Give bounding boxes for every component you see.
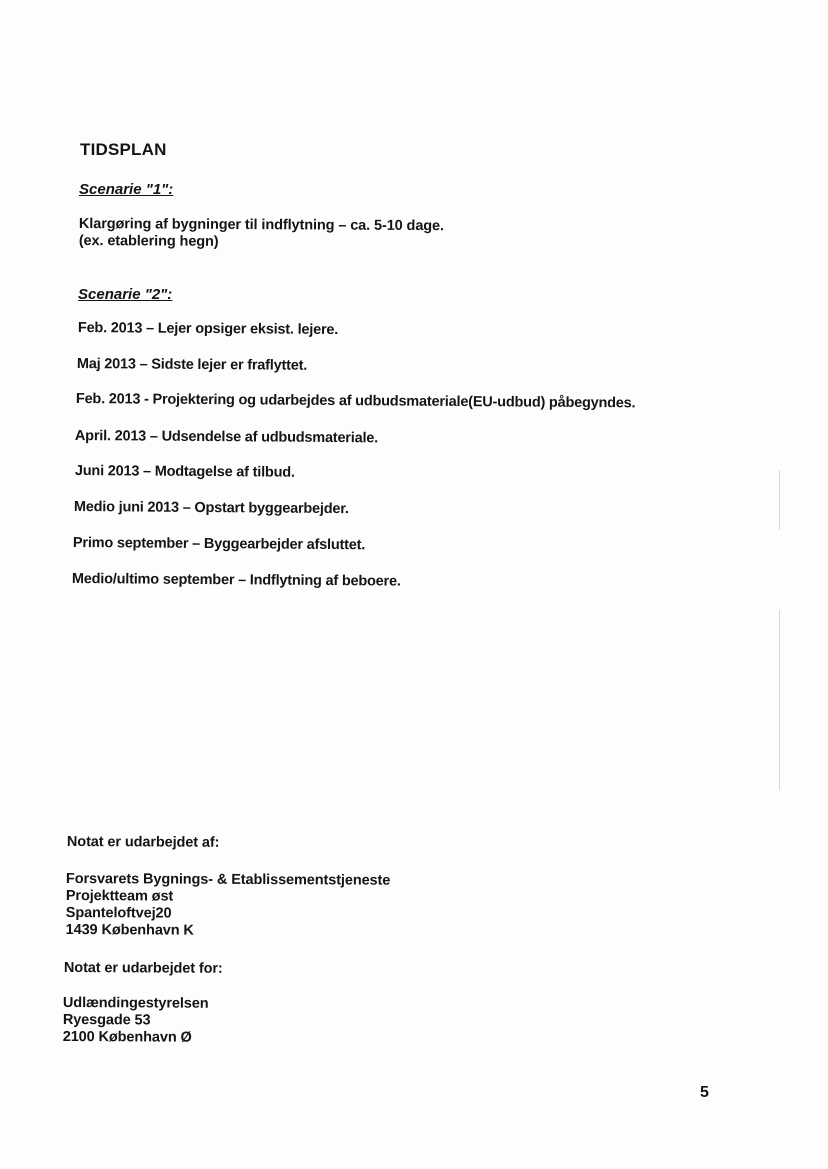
timeline-item: Medio juni 2013 – Opstart byggearbejder.	[73, 499, 349, 518]
prepared-by-address	[66, 871, 391, 941]
address-line: Forsvarets Bygnings- & Etablissementstjeneste	[65, 871, 391, 889]
prepared-for-label: Notat er udarbejdet for:	[63, 960, 223, 977]
timeline-item: Medio/ultimo september – Indflytning af beboere.	[71, 571, 401, 590]
timeline-item: Feb. 2013 - Projektering og udarbejdes af udbudsmateriale(EU-udbud) påbegyndes.	[75, 391, 636, 412]
scenario-1-line: Klargøring af bygninger til indflytning – ca. 5-10 dage.	[78, 216, 445, 235]
address-line: Spanteloftvej20	[65, 904, 172, 922]
address-line: Ryesgade 53	[62, 1011, 151, 1029]
timeline-item: Feb. 2013 – Lejer opsiger eksist. lejere.	[77, 320, 339, 339]
scenario-1-text	[79, 216, 444, 252]
scan-artifact	[779, 610, 780, 790]
scan-artifact	[779, 470, 780, 530]
prepared-for-address	[63, 995, 209, 1047]
timeline-item: April. 2013 – Udsendelse af udbudsmateriale.	[74, 428, 379, 447]
address-line: Projektteam øst	[65, 887, 174, 905]
scenario-1-heading: Scenarie "1":	[79, 181, 174, 198]
page-title: TIDSPLAN	[80, 140, 167, 159]
timeline-item: Maj 2013 – Sidste lejer er fraflyttet.	[76, 356, 308, 374]
timeline-item: Juni 2013 – Modtagelse af tilbud.	[74, 463, 295, 481]
address-line: Udlændingestyrelsen	[62, 995, 209, 1012]
scenario-1-line: (ex. etablering hegn)	[78, 232, 219, 250]
address-line: 1439 København K	[65, 921, 194, 939]
prepared-by-label: Notat er udarbejdet af:	[66, 834, 220, 851]
page-number: 5	[700, 1084, 709, 1101]
scenario-2-heading: Scenarie "2":	[78, 286, 173, 303]
timeline-item: Primo september – Byggearbejder afsluttet.	[72, 535, 366, 554]
address-line: 2100 København Ø	[62, 1028, 192, 1046]
